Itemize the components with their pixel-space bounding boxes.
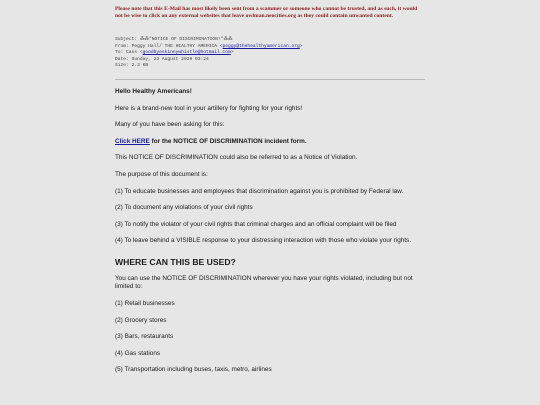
to-email-link[interactable]: goodbyeskinnywhistle@hotmail.com [142,50,231,56]
from-label: From: [115,43,129,49]
click-here-rest: for the NOTICE OF DISCRIMINATION incident form. [149,137,307,145]
place-item: (3) Bars, restaurants [115,333,174,341]
body-paragraph: Here is a brand-new tool in your artillery for fighting for your rights! [115,104,303,112]
header-divider [115,79,425,80]
body-paragraph: You can use the NOTICE OF DISCRIMINATION wherever you have your rights violated, including but not limited to: [115,275,413,291]
from-email-link[interactable]: peggy@thehealthyamerican.org [222,43,300,49]
subject-value: ⁂⁂"NOTICE OF DISCRIMINATION!"⁂⁂ [139,37,233,42]
place-item: (2) Grocery stores [115,316,167,324]
purpose-item: (3) To notify the violator of your civil rights that criminal charges and an official complaint will be filed [115,220,397,228]
email-headers [115,37,435,70]
size-label: Size: [115,63,129,69]
subject-label: Subject: [115,37,138,42]
purpose-item: (2) To document any violations of your civil rights [115,204,253,212]
subject-line [115,37,435,44]
from-name: Peggy Hall/ THE HEALTHY AMERICA < [131,43,223,49]
size-line [115,63,435,70]
body-paragraph: This NOTICE OF DISCRIMINATION could also be referred to as a Notice of Violation. [115,154,358,162]
to-label: To: [115,50,124,56]
email-body [115,88,425,383]
body-paragraph: Many of you have been asking for this: [115,121,225,129]
purpose-item: (1) To educate businesses and employees that discrimination against you is prohibited by Federal law. [115,187,404,195]
click-here-link[interactable]: Click HERE [115,137,150,145]
click-here-paragraph [115,138,425,146]
date-value: Sunday, 23 August 2020 03:24 [131,56,209,62]
to-line [115,50,435,57]
place-item: (5) Transportation including buses, taxis, metro, airlines [115,366,272,374]
to-name: Cass < [126,50,143,56]
section-heading: WHERE CAN THIS BE USED? [115,257,236,268]
size-value: 2.3 KB [131,63,149,69]
scam-warning: Please note that this E-Mail has most likely been sent from a scammer or someone who cannot be trusted, and as such, it would not be wise to click on any external websites that leave owlman.neocities.org as they could contain unwanted content. [115,6,418,19]
from-close: > [299,43,303,49]
date-label: Date: [115,56,129,62]
place-item: (1) Retail businesses [115,299,175,307]
date-line [115,57,435,64]
to-close: > [230,50,234,56]
place-item: (4) Gas stations [115,349,161,357]
body-paragraph: The purpose of this document is: [115,170,208,178]
purpose-item: (4) To leave behind a VISIBLE response to your distressing interaction with those who violate your rights. [115,237,412,245]
greeting: Hello Healthy Americans! [115,88,192,95]
